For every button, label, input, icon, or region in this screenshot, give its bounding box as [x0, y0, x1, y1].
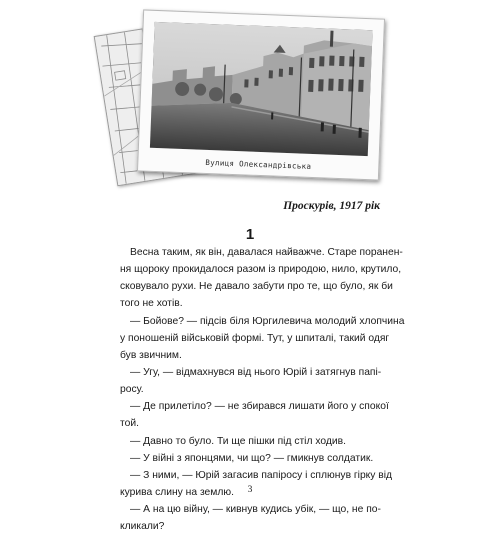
page-number: 3 — [247, 485, 253, 495]
place-date-heading: Проскурів, 1917 рік — [283, 200, 380, 212]
photo-collage — [0, 0, 500, 200]
text-line: той. — [120, 418, 139, 430]
text-line: сковувало рухи. Не давало забути про те, що було, як би — [120, 281, 393, 293]
text-line: — Де прилетіло? — не збирався лишати його у спокої — [130, 401, 389, 413]
text-line: у поношеній військовій формі. Тут, у шпиталі, такий одяг — [120, 332, 390, 344]
text-line: того не хотів. — [120, 298, 183, 310]
text-line: — Бойове? — підсів біля Юргилевича молодий хлопчина — [130, 315, 405, 327]
text-line: — А на цю війну, — кивнув кудись убік, — що, не по- — [130, 504, 381, 516]
photo-caption: Вулиця Олександрівська — [205, 157, 312, 171]
chapter-number: 1 — [245, 226, 255, 243]
street-photo — [150, 22, 373, 156]
text-line: — У війні з японцями, чи що? — гмикнув солдатик. — [130, 452, 374, 464]
text-line: ня щороку прокидалося разом із природою, нило, крутило, — [120, 264, 402, 276]
text-line: був звичним. — [120, 349, 182, 361]
text-line: курива слину на землю. — [120, 486, 234, 498]
text-line: кликали? — [120, 521, 165, 533]
text-line: — Угу, — відмахнувся від нього Юрій і затягнув папі- — [130, 366, 382, 378]
street-photo-image — [150, 22, 373, 156]
text-line: Весна таким, як він, давалася найважче. Старе поранен- — [130, 247, 403, 258]
text-line: — З ними, — Юрій загасив папіросу і сплюнув гірку від — [130, 469, 393, 481]
street-photo-card — [137, 9, 385, 180]
text-line: росу. — [120, 384, 144, 396]
text-line: — Давно то було. Ти ще пішки під стіл ходив. — [130, 435, 346, 447]
